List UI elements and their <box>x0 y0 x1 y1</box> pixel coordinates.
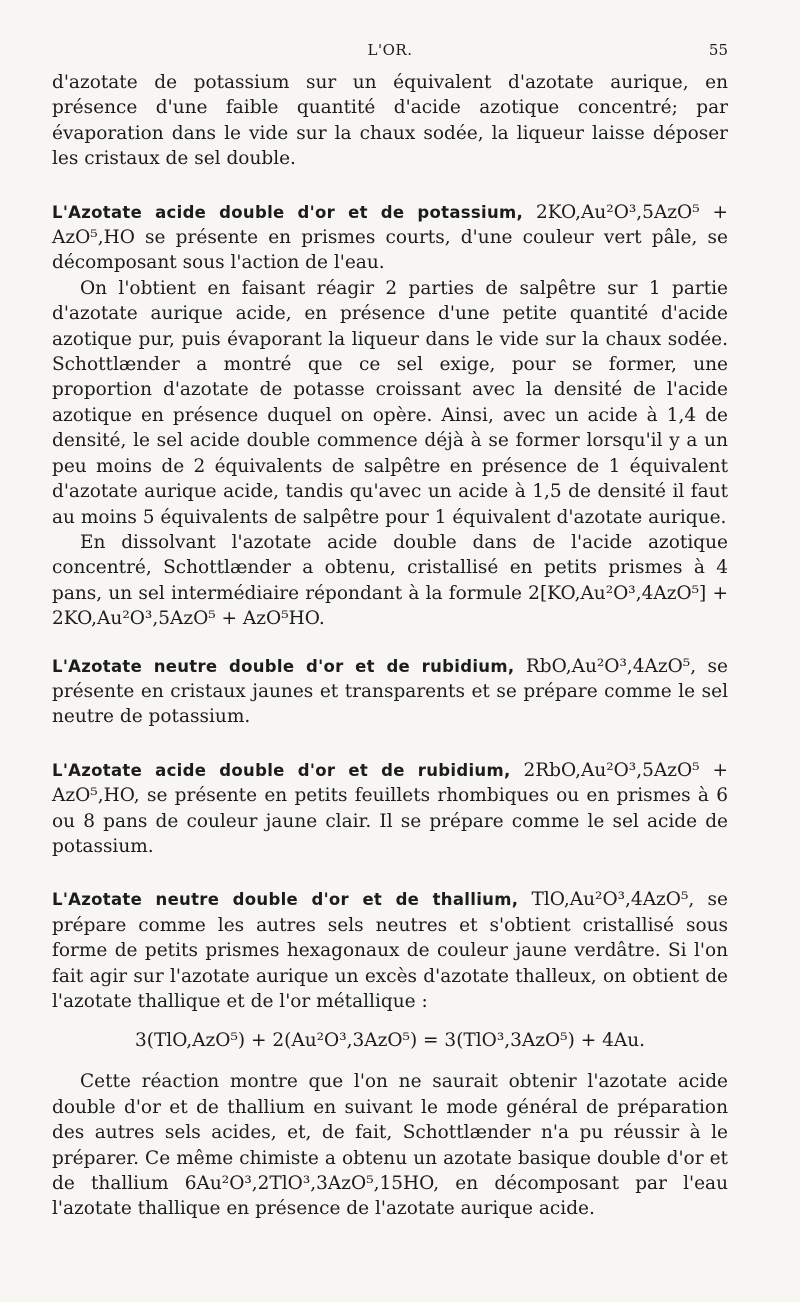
formula-potassium-acid: 2KO,Au²O³,5AzO⁵ + AzO⁵,HO <box>52 201 728 249</box>
paragraph-potassium-acid-salt <box>52 200 728 276</box>
page-number: 55 <box>708 41 728 59</box>
paragraph-rubidium-acid-text: 2RbO,Au²O³,5AzO⁵ + AzO⁵,HO, se présente en petits feuillets rhombiques ou en prismes à 6 ou 8 pans de couleur jaune clair. Il se prépare comme le sel acide de potassium. <box>52 759 728 857</box>
section-heading-thallium-neutral: L'Azotate neutre double d'or et de thallium, <box>52 890 519 910</box>
paragraph-thallium-neutral <box>52 887 728 1014</box>
paragraph-rubidium-neutral-text: RbO,Au²O³,4AzO⁵, se présente en cristaux jaunes et transparents et se prépare comme le sel neutre de potassium. <box>52 655 728 728</box>
section-heading-rubidium-neutral: L'Azotate neutre double d'or et de rubidium, <box>52 656 515 676</box>
paragraph-1: d'azotate de potassium sur un équivalent d'azotate aurique, en présence d'une faible quantité d'acide azotique concentré; par évaporation dans le vide sur la chaux sodée, la liqueur laisse déposer les cristaux de sel double. <box>52 72 728 170</box>
section-heading-rubidium-acid: L'Azotate acide double d'or et de rubidium, <box>52 760 511 780</box>
paragraph-thallium-neutral-text: TlO,Au²O³,4AzO⁵, se prépare comme les autres sels neutres et s'obtient cristallisé sous forme de petits prismes hexagonaux de couleur jaune verdâtre. Si l'on fait agir sur l'azotate aurique un excès d'azotate thalleux, on obtient de l'azotate thallique et de l'or métallique : <box>52 889 728 1012</box>
equation: 3(TlO,AzO⁵) + 2(Au²O³,3AzO⁵) = 3(TlO³,3AzO⁵) + 4Au. <box>134 1030 646 1052</box>
body-text <box>52 70 728 1222</box>
paragraph-thallium-conclusion: Cette réaction montre que l'on ne saurait obtenir l'azotate acide double d'or et de thallium en suivant le mode général de préparation des autres sels acides, et, de fait, Schottlænder n'a pu réussir à le préparer. Ce même chimiste a obtenu un azotate basique double d'or et de thallium 6Au²O³,2TlO³,3AzO⁵,15HO, en décomposant par l'eau l'azotate thallique en présence de l'azotate aurique acide. <box>52 1071 728 1220</box>
section-heading-potassium-acid: L'Azotate acide double d'or et de potassium, <box>52 202 524 222</box>
paragraph-intermediate-salt: En dissolvant l'azotate acide double dans de l'acide azotique concentré, Schottlænder a obtenu, cristallisé en petits prismes à 4 pans, un sel intermédiaire répondant à la formule 2[KO,Au²O³,4AzO⁵] + 2KO,Au²O³,5AzO⁵ + AzO⁵HO. <box>52 531 728 630</box>
paragraph-potassium-acid-text: se présente en prismes courts, d'une couleur vert pâle, se décomposant sous l'action de l'eau. <box>52 227 728 274</box>
running-title: L'OR. <box>367 41 413 59</box>
paragraph-rubidium-neutral <box>52 654 728 730</box>
paragraph-preparation: On l'obtient en faisant réagir 2 parties de salpêtre sur 1 partie d'azotate aurique acide, en présence d'une petite quantité d'acide azotique pur, puis évaporant la liqueur dans le vide sur la chaux sodée. Schottlænder a montré que ce sel exige, pour se former, une proportion d'azotate de potasse croissant avec la densité de l'acide azotique en présence duquel on opère. Ainsi, avec un acide à 1,4 de densité, le sel acide double commence déjà à se former lorsqu'il y a un peu moins de 2 équivalents de salpêtre en présence de 1 équivalent d'azotate aurique acide, tandis qu'avec un acide à 1,5 de densité il faut au moins 5 équivalents de salpêtre pour 1 équivalent d'azotate aurique. <box>52 277 728 528</box>
paragraph-rubidium-acid <box>52 758 728 860</box>
running-head <box>52 41 728 63</box>
